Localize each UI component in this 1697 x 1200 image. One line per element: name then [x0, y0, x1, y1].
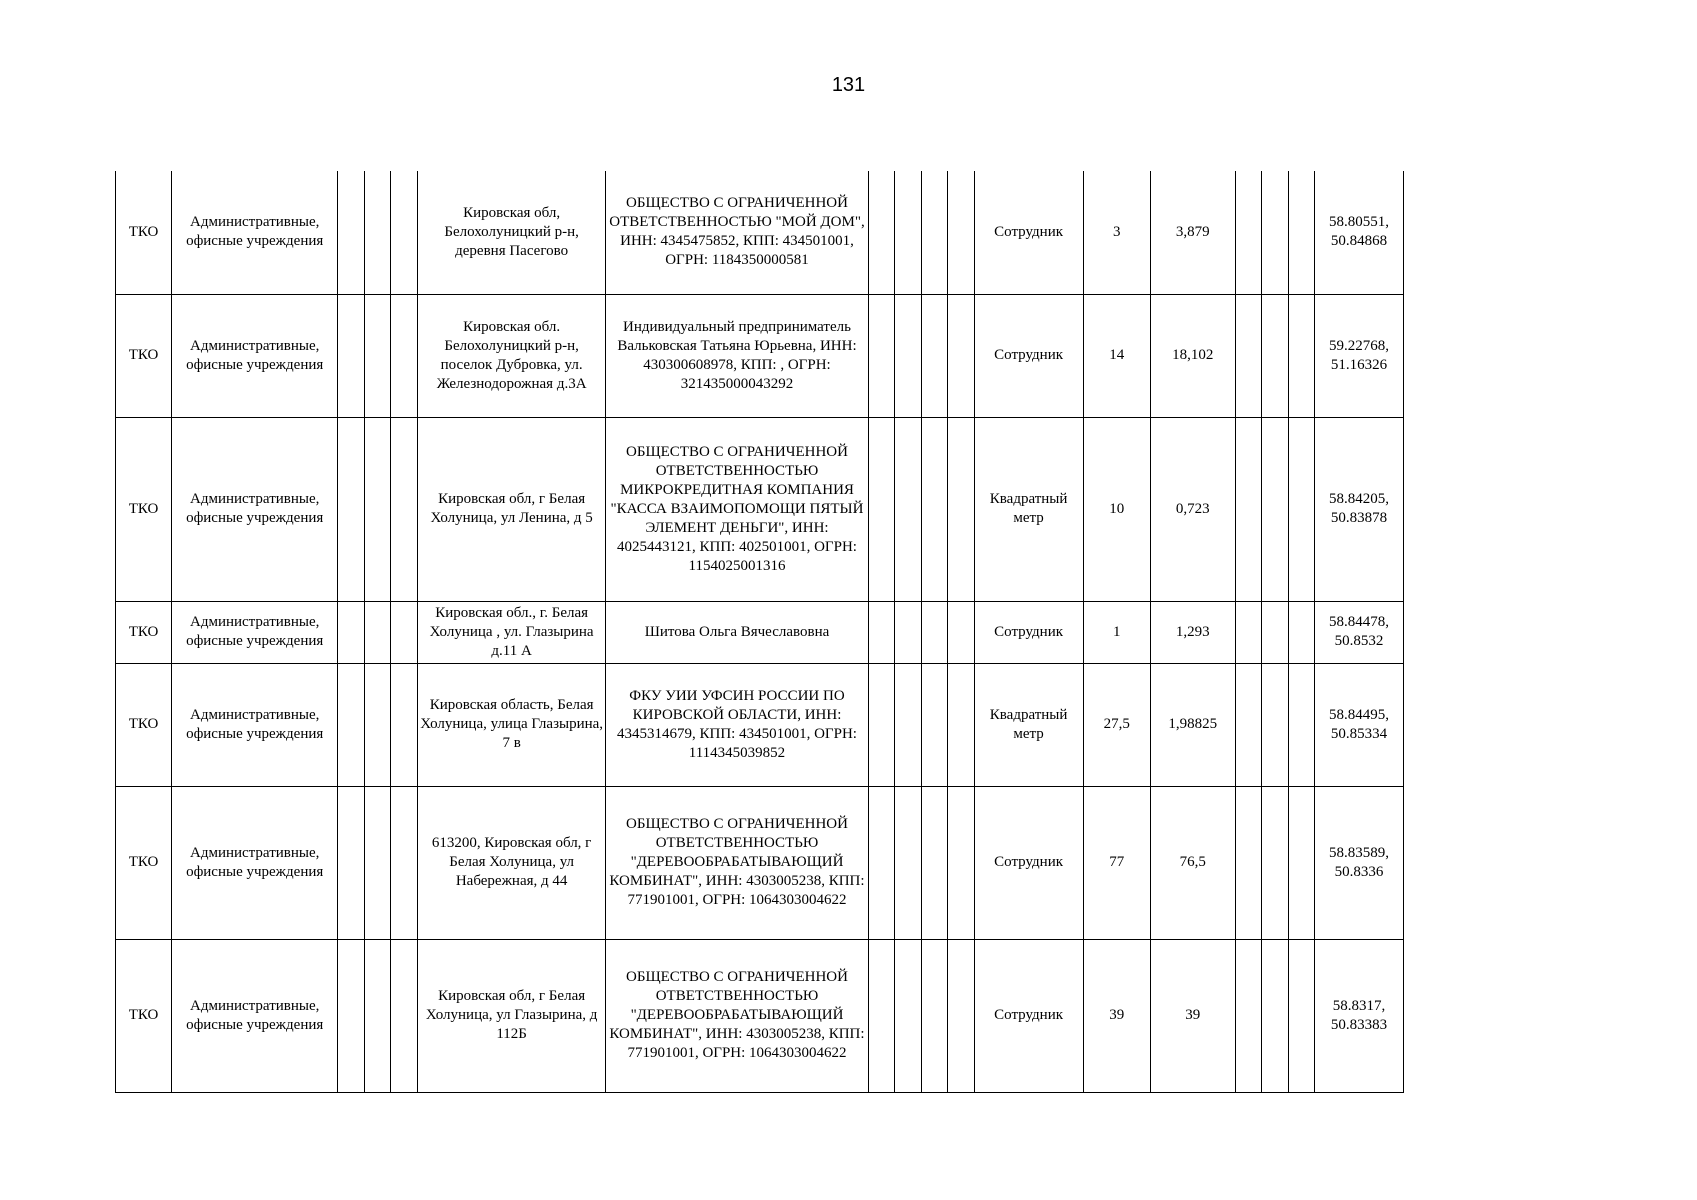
empty-cell	[895, 417, 922, 601]
cell-volume: 39	[1150, 939, 1235, 1092]
cell-quantity: 1	[1083, 601, 1150, 663]
cell-volume: 3,879	[1150, 171, 1235, 294]
table-row	[116, 663, 1404, 786]
cell-waste-type: ТКО	[116, 939, 172, 1092]
empty-cell	[364, 601, 391, 663]
empty-cell	[1235, 601, 1262, 663]
empty-cell	[948, 294, 975, 417]
empty-cell	[921, 601, 948, 663]
cell-waste-type: ТКО	[116, 294, 172, 417]
waste-sources-table	[115, 171, 1404, 1093]
empty-cell	[338, 601, 365, 663]
cell-category: Административные, офисные учреждения	[172, 663, 338, 786]
cell-coordinates: 58.84205, 50.83878	[1315, 417, 1404, 601]
table-row	[116, 786, 1404, 939]
empty-cell	[868, 294, 895, 417]
empty-cell	[338, 786, 365, 939]
cell-unit: Сотрудник	[974, 171, 1083, 294]
empty-cell	[1235, 294, 1262, 417]
empty-cell	[1288, 786, 1315, 939]
cell-category: Административные, офисные учреждения	[172, 601, 338, 663]
cell-unit: Квадратный метр	[974, 663, 1083, 786]
cell-unit: Сотрудник	[974, 939, 1083, 1092]
empty-cell	[868, 939, 895, 1092]
empty-cell	[868, 663, 895, 786]
cell-unit: Квадратный метр	[974, 417, 1083, 601]
empty-cell	[1262, 417, 1289, 601]
empty-cell	[338, 417, 365, 601]
empty-cell	[364, 417, 391, 601]
cell-address: Кировская область, Белая Холуница, улица Глазырина, 7 в	[417, 663, 606, 786]
empty-cell	[895, 294, 922, 417]
empty-cell	[948, 417, 975, 601]
cell-category: Административные, офисные учреждения	[172, 786, 338, 939]
cell-coordinates: 58.80551, 50.84868	[1315, 171, 1404, 294]
cell-quantity: 27,5	[1083, 663, 1150, 786]
page-number: 131	[831, 74, 866, 96]
empty-cell	[921, 786, 948, 939]
empty-cell	[1262, 663, 1289, 786]
empty-cell	[1235, 417, 1262, 601]
empty-cell	[1288, 939, 1315, 1092]
cell-address: Кировская обл., г. Белая Холуница , ул. Глазырина д.11 А	[417, 601, 606, 663]
empty-cell	[868, 786, 895, 939]
empty-cell	[338, 294, 365, 417]
empty-cell	[1262, 294, 1289, 417]
empty-cell	[391, 663, 418, 786]
empty-cell	[1235, 939, 1262, 1092]
empty-cell	[1262, 171, 1289, 294]
table-row	[116, 417, 1404, 601]
empty-cell	[1235, 171, 1262, 294]
empty-cell	[391, 171, 418, 294]
cell-unit: Сотрудник	[974, 601, 1083, 663]
empty-cell	[1288, 601, 1315, 663]
cell-address: Кировская обл, г Белая Холуница, ул Ленина, д 5	[417, 417, 606, 601]
cell-waste-type: ТКО	[116, 663, 172, 786]
table-row	[116, 601, 1404, 663]
cell-organization: ОБЩЕСТВО С ОГРАНИЧЕННОЙ ОТВЕТСТВЕННОСТЬЮ "ДЕРЕВООБРАБАТЫВАЮЩИЙ КОМБИНАТ", ИНН: 4303005238, КПП: 771901001, ОГРН: 1064303004622	[606, 939, 868, 1092]
empty-cell	[1288, 171, 1315, 294]
empty-cell	[364, 663, 391, 786]
cell-volume: 76,5	[1150, 786, 1235, 939]
cell-category: Административные, офисные учреждения	[172, 939, 338, 1092]
empty-cell	[364, 939, 391, 1092]
empty-cell	[1235, 663, 1262, 786]
empty-cell	[391, 417, 418, 601]
cell-address: Кировская обл, г Белая Холуница, ул Глазырина, д 112Б	[417, 939, 606, 1092]
empty-cell	[921, 294, 948, 417]
cell-volume: 0,723	[1150, 417, 1235, 601]
cell-quantity: 39	[1083, 939, 1150, 1092]
cell-address: Кировская обл. Белохолуницкий р-н, поселок Дубровка, ул. Железнодорожная д.3А	[417, 294, 606, 417]
cell-quantity: 10	[1083, 417, 1150, 601]
empty-cell	[391, 786, 418, 939]
cell-quantity: 77	[1083, 786, 1150, 939]
cell-coordinates: 58.84495, 50.85334	[1315, 663, 1404, 786]
cell-quantity: 14	[1083, 294, 1150, 417]
empty-cell	[921, 171, 948, 294]
empty-cell	[948, 601, 975, 663]
cell-coordinates: 59.22768, 51.16326	[1315, 294, 1404, 417]
empty-cell	[1288, 417, 1315, 601]
cell-quantity: 3	[1083, 171, 1150, 294]
cell-coordinates: 58.8317, 50.83383	[1315, 939, 1404, 1092]
cell-coordinates: 58.84478, 50.8532	[1315, 601, 1404, 663]
empty-cell	[948, 663, 975, 786]
cell-volume: 18,102	[1150, 294, 1235, 417]
table-row	[116, 294, 1404, 417]
empty-cell	[948, 171, 975, 294]
empty-cell	[921, 417, 948, 601]
cell-organization: ОБЩЕСТВО С ОГРАНИЧЕННОЙ ОТВЕТСТВЕННОСТЬЮ "МОЙ ДОМ", ИНН: 4345475852, КПП: 434501001, ОГРН: 1184350000581	[606, 171, 868, 294]
empty-cell	[948, 786, 975, 939]
cell-waste-type: ТКО	[116, 601, 172, 663]
cell-organization: ФКУ УИИ УФСИН РОССИИ ПО КИРОВСКОЙ ОБЛАСТИ, ИНН: 4345314679, КПП: 434501001, ОГРН: 1114345039852	[606, 663, 868, 786]
empty-cell	[921, 939, 948, 1092]
empty-cell	[391, 939, 418, 1092]
empty-cell	[338, 663, 365, 786]
empty-cell	[364, 294, 391, 417]
cell-coordinates: 58.83589, 50.8336	[1315, 786, 1404, 939]
cell-address: 613200, Кировская обл, г Белая Холуница, ул Набережная, д 44	[417, 786, 606, 939]
empty-cell	[1235, 786, 1262, 939]
cell-waste-type: ТКО	[116, 417, 172, 601]
cell-category: Административные, офисные учреждения	[172, 171, 338, 294]
empty-cell	[921, 663, 948, 786]
empty-cell	[868, 171, 895, 294]
cell-category: Административные, офисные учреждения	[172, 294, 338, 417]
cell-volume: 1,293	[1150, 601, 1235, 663]
cell-category: Административные, офисные учреждения	[172, 417, 338, 601]
empty-cell	[868, 601, 895, 663]
empty-cell	[391, 601, 418, 663]
empty-cell	[948, 939, 975, 1092]
cell-organization: Шитова Ольга Вячеславовна	[606, 601, 868, 663]
empty-cell	[895, 601, 922, 663]
empty-cell	[1288, 294, 1315, 417]
empty-cell	[1262, 939, 1289, 1092]
empty-cell	[338, 171, 365, 294]
cell-unit: Сотрудник	[974, 294, 1083, 417]
table-row	[116, 939, 1404, 1092]
empty-cell	[895, 663, 922, 786]
empty-cell	[364, 171, 391, 294]
empty-cell	[895, 939, 922, 1092]
cell-organization: ОБЩЕСТВО С ОГРАНИЧЕННОЙ ОТВЕТСТВЕННОСТЬЮ МИКРОКРЕДИТНАЯ КОМПАНИЯ "КАССА ВЗАИМОПОМОЩИ ПЯТЫЙ ЭЛЕМЕНТ ДЕНЬГИ", ИНН: 4025443121, КПП: 402501001, ОГРН: 1154025001316	[606, 417, 868, 601]
cell-address: Кировская обл, Белохолуницкий р-н, деревня Пасегово	[417, 171, 606, 294]
empty-cell	[895, 786, 922, 939]
empty-cell	[1262, 601, 1289, 663]
cell-volume: 1,98825	[1150, 663, 1235, 786]
cell-organization: Индивидуальный предприниматель Вальковская Татьяна Юрьевна, ИНН: 430300608978, КПП: , ОГРН: 321435000043292	[606, 294, 868, 417]
cell-organization: ОБЩЕСТВО С ОГРАНИЧЕННОЙ ОТВЕТСТВЕННОСТЬЮ "ДЕРЕВООБРАБАТЫВАЮЩИЙ КОМБИНАТ", ИНН: 4303005238, КПП: 771901001, ОГРН: 1064303004622	[606, 786, 868, 939]
cell-waste-type: ТКО	[116, 171, 172, 294]
empty-cell	[1262, 786, 1289, 939]
empty-cell	[364, 786, 391, 939]
table-row	[116, 171, 1404, 294]
empty-cell	[895, 171, 922, 294]
empty-cell	[391, 294, 418, 417]
empty-cell	[868, 417, 895, 601]
cell-unit: Сотрудник	[974, 786, 1083, 939]
cell-waste-type: ТКО	[116, 786, 172, 939]
empty-cell	[338, 939, 365, 1092]
empty-cell	[1288, 663, 1315, 786]
